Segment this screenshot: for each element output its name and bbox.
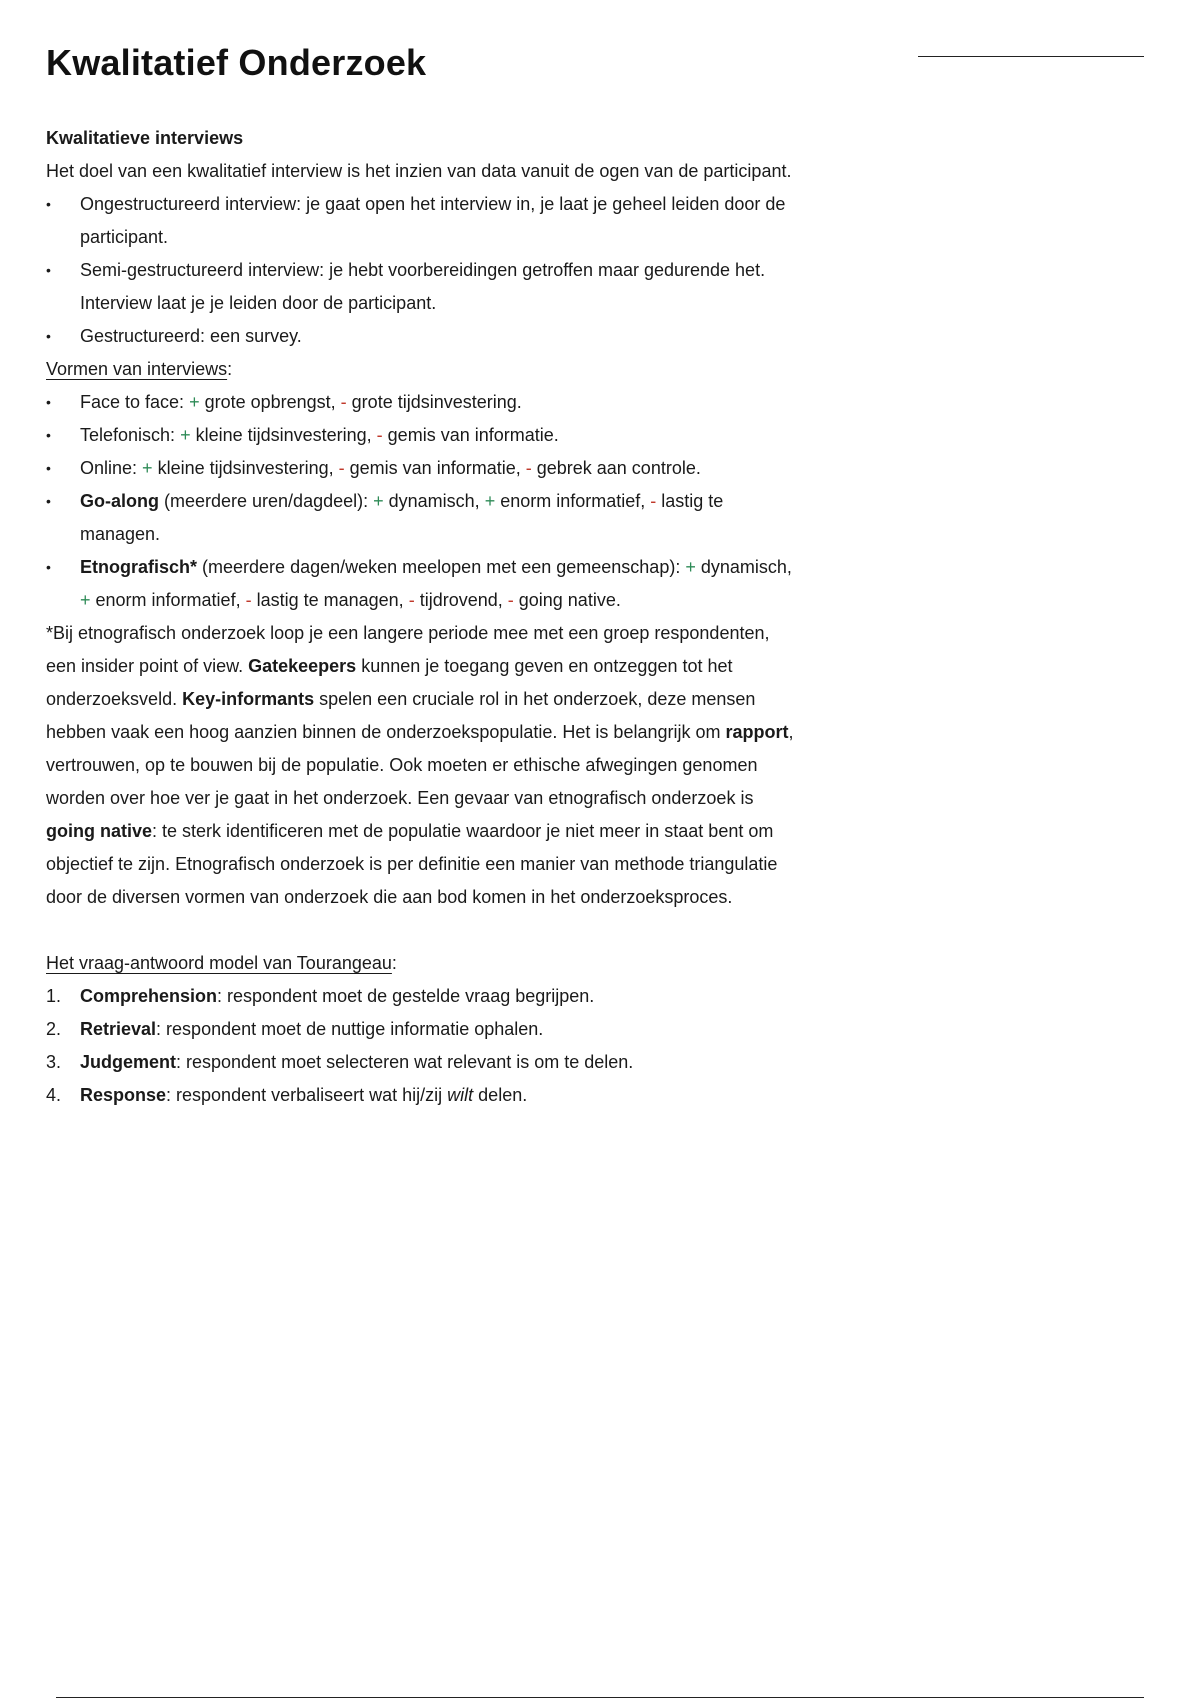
item-label-bold: Etnografisch* xyxy=(80,557,198,577)
item-text: gemis van informatie, xyxy=(344,458,526,478)
minus-sign: - xyxy=(376,425,383,445)
item-text: lastig te xyxy=(656,491,724,511)
item-label: Online: xyxy=(80,458,143,478)
intro-paragraph: Het doel van een kwalitatief interview is het inzien van data vanuit de ogen van de participant. xyxy=(46,161,792,181)
list-item-text: • Gestructureerd: een survey. xyxy=(80,326,302,346)
subheading-forms-text: Vormen van interviews xyxy=(46,359,228,379)
minus-sign: - xyxy=(408,590,415,610)
item-label: Face to face: xyxy=(80,392,190,412)
list-item-text: participant. xyxy=(80,227,169,247)
page-title: Kwalitatief Onderzoek xyxy=(46,42,427,83)
note-line: hebben vaak een hoog aanzien binnen de onderzoekspopulatie. Het is belangrijk om rapport, xyxy=(46,722,794,742)
note-line: door de diversen vormen van onderzoek die aan bod komen in het onderzoeksproces. xyxy=(46,887,733,907)
step-term: Comprehension xyxy=(80,986,218,1006)
list-item xyxy=(46,254,876,320)
spacer xyxy=(46,914,876,947)
item-text: tijdrovend, xyxy=(414,590,508,610)
step-italic: wilt xyxy=(447,1085,474,1105)
list-item xyxy=(46,320,876,353)
tourangeau-steps-list xyxy=(46,980,876,1112)
list-item-text: • Ongestructureerd interview: je gaat open het interview in, je laat je geheel leiden door de xyxy=(80,194,786,214)
list-number: 1. xyxy=(46,986,62,1006)
minus-sign: - xyxy=(507,590,514,610)
list-item-online xyxy=(46,452,876,485)
etnografisch-note xyxy=(46,617,876,914)
step-text: : respondent moet de nuttige informatie ophalen. xyxy=(156,1019,544,1039)
list-item-judgement xyxy=(46,1046,876,1079)
colon: : xyxy=(227,359,233,379)
step-text: delen. xyxy=(473,1085,528,1105)
interview-types-list xyxy=(46,188,876,353)
item-text: gebrek aan controle. xyxy=(531,458,701,478)
note-line: going native: te sterk identificeren met de populatie waardoor je niet meer in staat bent om xyxy=(46,821,774,841)
subheading-tourangeau-text: Het vraag-antwoord model van Tourangeau xyxy=(46,953,392,973)
step-term: Retrieval xyxy=(80,1019,157,1039)
item-text: dynamisch, xyxy=(695,557,792,577)
list-item-comprehension xyxy=(46,980,876,1013)
item-label-bold: Go-along xyxy=(80,491,159,511)
list-item-go-along xyxy=(46,485,876,551)
list-item-etnografisch xyxy=(46,551,876,617)
item-text: managen. xyxy=(80,524,161,544)
minus-sign: - xyxy=(525,458,532,478)
subheading-forms xyxy=(46,353,876,386)
plus-sign: + xyxy=(373,491,384,511)
list-item-telefonisch xyxy=(46,419,876,452)
note-line: vertrouwen, op te bouwen bij de populatie. Ook moeten er ethische afwegingen genomen xyxy=(46,755,758,775)
plus-sign: + xyxy=(685,557,696,577)
item-text: enorm informatief, xyxy=(90,590,246,610)
plus-sign: + xyxy=(180,425,191,445)
step-term: Response xyxy=(80,1085,167,1105)
plus-sign: + xyxy=(484,491,496,511)
interview-forms-list xyxy=(46,386,876,617)
item-text: (meerdere dagen/weken meelopen met een gemeenschap): xyxy=(197,557,686,577)
step-text: : respondent moet de gestelde vraag begrijpen. xyxy=(217,986,595,1006)
document-body xyxy=(46,122,876,1112)
term-going-native: going native xyxy=(46,821,153,841)
list-item xyxy=(46,188,876,254)
note-line: objectief te zijn. Etnografisch onderzoek is per definitie een manier van methode triangulatie xyxy=(46,854,778,874)
note-line: worden over hoe ver je gaat in het onderzoek. Een gevaar van etnografisch onderzoek is xyxy=(46,788,754,808)
minus-sign: - xyxy=(245,590,252,610)
term-rapport: rapport xyxy=(725,722,789,742)
item-text: gemis van informatie. xyxy=(382,425,559,445)
list-number: 4. xyxy=(46,1085,62,1105)
item-text: (meerdere uren/dagdeel): xyxy=(159,491,374,511)
list-item-face-to-face xyxy=(46,386,876,419)
header-rule xyxy=(918,56,1144,57)
step-text: : respondent verbaliseert wat hij/zij xyxy=(166,1085,448,1105)
note-line: een insider point of view. Gatekeepers kunnen je toegang geven en ontzeggen tot het xyxy=(46,656,733,676)
footer-rule xyxy=(56,1697,1144,1698)
list-number: 2. xyxy=(46,1019,62,1039)
item-text: kleine tijdsinvestering, xyxy=(152,458,339,478)
minus-sign: - xyxy=(650,491,657,511)
item-text: grote tijdsinvestering. xyxy=(346,392,522,412)
step-text: : respondent moet selecteren wat relevant is om te delen. xyxy=(176,1052,634,1072)
list-item-response xyxy=(46,1079,876,1112)
plus-sign: + xyxy=(189,392,200,412)
term-gatekeepers: Gatekeepers xyxy=(248,656,357,676)
item-text: lastig te managen, xyxy=(251,590,409,610)
minus-sign: - xyxy=(340,392,347,412)
section-heading-interviews: Kwalitatieve interviews xyxy=(46,128,244,148)
list-item-text: • Semi-gestructureerd interview: je hebt voorbereidingen getroffen maar gedurende het. xyxy=(80,260,766,280)
subheading-tourangeau xyxy=(46,947,876,980)
note-line: *Bij etnografisch onderzoek loop je een langere periode mee met een groep respondenten, xyxy=(46,623,770,643)
step-term: Judgement xyxy=(80,1052,177,1072)
item-text: kleine tijdsinvestering, xyxy=(190,425,377,445)
item-text: going native. xyxy=(513,590,621,610)
colon: : xyxy=(391,953,397,973)
item-text: grote opbrengst, xyxy=(199,392,341,412)
item-text: dynamisch, xyxy=(383,491,485,511)
list-number: 3. xyxy=(46,1052,62,1072)
list-item-retrieval xyxy=(46,1013,876,1046)
item-label: Telefonisch: xyxy=(80,425,181,445)
minus-sign: - xyxy=(338,458,345,478)
plus-sign: + xyxy=(142,458,153,478)
item-text: enorm informatief, xyxy=(495,491,651,511)
plus-sign: + xyxy=(80,590,91,610)
note-line: onderzoeksveld. Key-informants spelen een cruciale rol in het onderzoek, deze mensen xyxy=(46,689,756,709)
list-item-text: Interview laat je je leiden door de participant. xyxy=(80,293,437,313)
term-key-informants: Key-informants xyxy=(182,689,315,709)
